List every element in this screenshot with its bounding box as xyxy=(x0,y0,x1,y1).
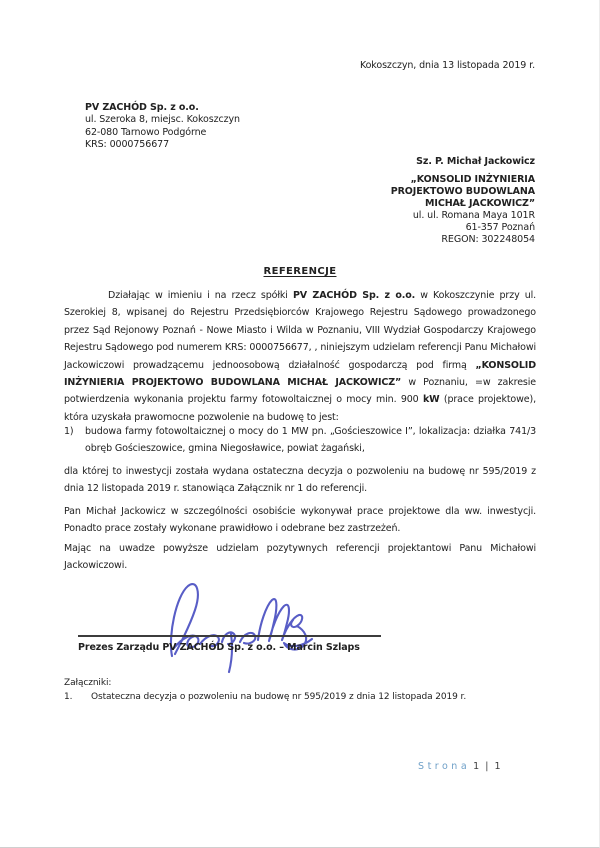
signature-image xyxy=(150,578,320,680)
attachments-label: Załączniki: xyxy=(64,678,112,688)
recipient-city: 61-357 Poznań xyxy=(465,222,535,233)
attachment-item xyxy=(64,691,466,705)
sender-city: 62-080 Tarnowo Podgórne xyxy=(85,126,207,138)
recipient-street: ul. ul. Romana Maya 101R xyxy=(412,210,535,221)
signatory-title-line: Prezes Zarządu PV ZACHÓD Sp. z o.o. – Marcin Szlaps xyxy=(78,642,360,653)
numbered-list xyxy=(64,423,536,458)
body-paragraph-2: dla której to inwestycji została wydana ostateczna decyzja o pozwoleniu na budowę nr 595/2019 z dnia 12 listopada 2019 r. stanowiąca Załącznik nr 1 do referencji. xyxy=(64,466,536,495)
sender-street: ul. Szeroka 8, miejsc. Kokoszczyn xyxy=(85,114,240,126)
body-paragraph-4: Mając na uwadze powyższe udzielam pozytywnych referencji projektantowi Panu Michałowi Jackowiczowi. xyxy=(64,543,536,572)
recipient-regon: REGON: 302248054 xyxy=(441,234,535,245)
recipient-company-line2: PROJEKTOWO BUDOWLANA xyxy=(390,186,535,197)
attachments-block xyxy=(64,677,466,704)
list-item-1 xyxy=(64,423,536,458)
sender-block xyxy=(85,102,240,152)
body-paragraph-3: Pan Michał Jackowicz w szczególności osobiście wykonywał prace projektowe dla ww. inwestycji. Ponadto prace zostały wykonane prawidłowo i odebrane bez zastrzeżeń. xyxy=(64,506,536,535)
recipient-company-line3: MICHAŁ JACKOWICZ” xyxy=(425,198,535,209)
signature-divider-line xyxy=(78,635,381,637)
date-line: Kokoszczyn, dnia 13 listopada 2019 r. xyxy=(359,60,535,71)
recipient-company-line1: „KONSOLID INŻYNIERIA xyxy=(410,174,535,185)
attachment-item-text: Ostateczna decyzja o pozwoleniu na budowę nr 595/2019 z dnia 12 listopada 2019 r. xyxy=(91,691,467,702)
footer-page-indicator: 1 | 1 xyxy=(473,761,502,772)
page-footer xyxy=(418,761,502,772)
attachment-item-marker: 1. xyxy=(64,691,73,702)
footer-page-word: Strona xyxy=(418,761,471,772)
list-item-marker: 1) xyxy=(64,426,74,437)
document-title: REFERENCJE xyxy=(263,266,337,277)
sender-krs: KRS: 0000756677 xyxy=(85,139,170,151)
sender-name: PV ZACHÓD Sp. z o.o. xyxy=(85,102,199,113)
recipient-salutation: Sz. P. Michał Jackowicz xyxy=(416,156,535,167)
body-paragraph-1: Działając w imieniu i na rzecz spółki PV ZACHÓD Sp. z o.o. w Kokoszczynie przy ul. Szerokiej 8, wpisanej do Rejestru Przedsiębiorców Krajowego Rejestru Sądowego prowadzonego przez Sąd Rejonowy Poznań - Nowe Miasto i Wilda w Poznaniu, VIII Wydział Gospodarczy Krajowego Rejestru Sądowego pod numerem KRS: 0000756677, , niniejszym udzielam referencji Panu Michałowi Jackowiczowi prowadzącemu jednoosobową działalność gospodarczą pod firmą „KONSOLID INŻYNIERIA PROJEKTOWO BUDOWLANA MICHAŁ JACKOWICZ” w Poznaniu, =w zakresie potwierdzenia wykonania projektu farmy fotowoltaicznej o mocy min. 900 kW (prace projektowe), która uzyskała prawomocne pozwolenie na budowę to jest: xyxy=(64,290,537,423)
recipient-block xyxy=(391,174,535,246)
list-item-text: budowa farmy fotowoltaicznej o mocy do 1 MW pn. „Gościeszowice I”, lokalizacja: działka 741/3 obręb Gościeszowice, gmina Niegosławice, powiat żagański, xyxy=(85,426,536,455)
